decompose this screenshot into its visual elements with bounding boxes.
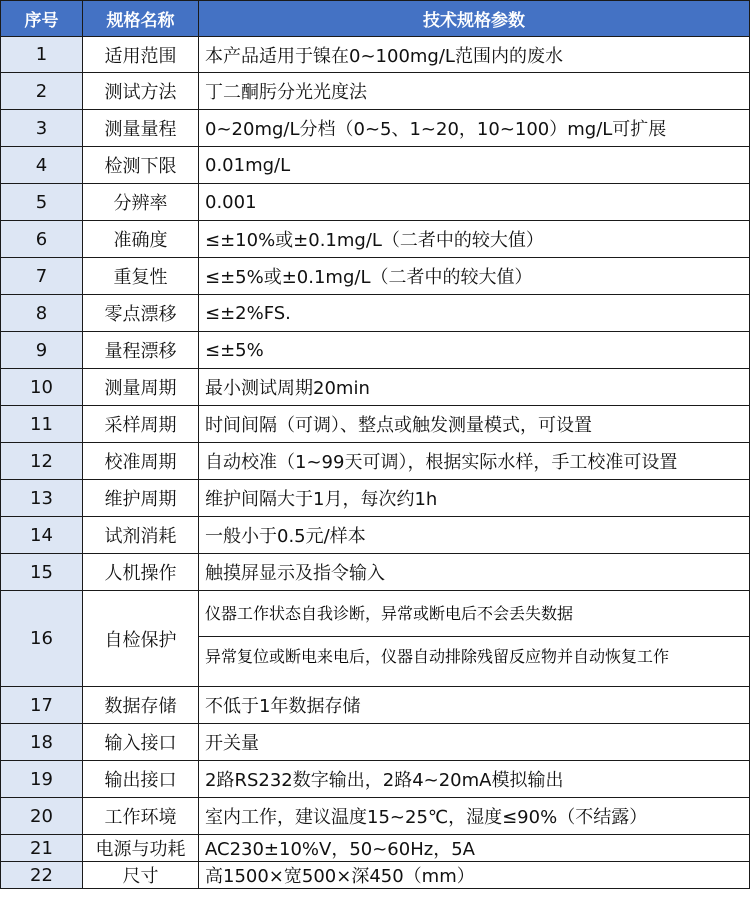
- row-number: 6: [1, 221, 83, 258]
- row-number: 21: [1, 835, 83, 862]
- spec-value: 2路RS232数字输出，2路4~20mA模拟输出: [199, 761, 750, 798]
- spec-value: ≤±10%或±0.1mg/L（二者中的较大值）: [199, 221, 750, 258]
- spec-value-line: 异常复位或断电来电后，仪器自动排除残留反应物并自动恢复工作: [199, 636, 749, 686]
- header-no: 序号: [1, 1, 83, 37]
- spec-name: 采样周期: [83, 406, 199, 443]
- table-row: [1, 761, 750, 798]
- spec-name: 测试方法: [83, 73, 199, 110]
- row-number: 8: [1, 295, 83, 332]
- row-number: 13: [1, 480, 83, 517]
- row-number: 14: [1, 517, 83, 554]
- spec-name: 试剂消耗: [83, 517, 199, 554]
- spec-value: 室内工作，建议温度15~25℃，湿度≤90%（不结露）: [199, 798, 750, 835]
- spec-value: 一般小于0.5元/样本: [199, 517, 750, 554]
- table-row: [1, 798, 750, 835]
- row-number: 3: [1, 110, 83, 147]
- row-number: 1: [1, 37, 83, 73]
- spec-value: 不低于1年数据存储: [199, 687, 750, 724]
- spec-name: 分辨率: [83, 184, 199, 221]
- table-row: [1, 295, 750, 332]
- row-number: 17: [1, 687, 83, 724]
- table-row: [1, 591, 750, 687]
- spec-value: 0~20mg/L分档（0~5、1~20，10~100）mg/L可扩展: [199, 110, 750, 147]
- table-row: [1, 110, 750, 147]
- row-number: 19: [1, 761, 83, 798]
- spec-name: 零点漂移: [83, 295, 199, 332]
- spec-value-line: 仪器工作状态自我诊断，异常或断电后不会丢失数据: [205, 604, 574, 623]
- table-row: [1, 184, 750, 221]
- row-number: 2: [1, 73, 83, 110]
- spec-name: 电源与功耗: [83, 835, 199, 862]
- spec-value: 时间间隔（可调）、整点或触发测量模式，可设置: [199, 406, 750, 443]
- row-number: 12: [1, 443, 83, 480]
- spec-name: 尺寸: [83, 862, 199, 889]
- header-spec: 技术规格参数: [199, 1, 750, 37]
- spec-value: 自动校准（1~99天可调），根据实际水样，手工校准可设置: [199, 443, 750, 480]
- spec-name: 维护周期: [83, 480, 199, 517]
- table-body: [1, 37, 750, 889]
- spec-value: ≤±2%FS.: [199, 295, 750, 332]
- header-name: 规格名称: [83, 1, 199, 37]
- spec-value: ≤±5%或±0.1mg/L（二者中的较大值）: [199, 258, 750, 295]
- spec-value: 维护间隔大于1月，每次约1h: [199, 480, 750, 517]
- spec-value: 丁二酮肟分光光度法: [199, 73, 750, 110]
- row-number: 10: [1, 369, 83, 406]
- spec-name: 人机操作: [83, 554, 199, 591]
- spec-value: 本产品适用于镍在0~100mg/L范围内的废水: [199, 37, 750, 73]
- row-number: 4: [1, 147, 83, 184]
- spec-name: 工作环境: [83, 798, 199, 835]
- row-number: 20: [1, 798, 83, 835]
- spec-value: 高1500×宽500×深450（mm）: [199, 862, 750, 889]
- table-row: [1, 332, 750, 369]
- spec-name: 自检保护: [83, 591, 199, 687]
- spec-name: 准确度: [83, 221, 199, 258]
- spec-name: 校准周期: [83, 443, 199, 480]
- spec-value: 0.01mg/L: [199, 147, 750, 184]
- spec-name: 重复性: [83, 258, 199, 295]
- table-row: [1, 554, 750, 591]
- row-number: 7: [1, 258, 83, 295]
- table-row: [1, 480, 750, 517]
- row-number: 5: [1, 184, 83, 221]
- table-row: [1, 37, 750, 73]
- table-row: [1, 147, 750, 184]
- table-row: [1, 517, 750, 554]
- row-number: 9: [1, 332, 83, 369]
- table-row: [1, 369, 750, 406]
- table-row: [1, 724, 750, 761]
- row-number: 16: [1, 591, 83, 687]
- table-row: [1, 862, 750, 889]
- spec-name: 测量周期: [83, 369, 199, 406]
- table-row: [1, 835, 750, 862]
- row-number: 15: [1, 554, 83, 591]
- spec-value: ≤±5%: [199, 332, 750, 369]
- spec-value-group: [199, 591, 750, 687]
- table-header-row: [1, 1, 750, 37]
- spec-value: 开关量: [199, 724, 750, 761]
- row-number: 18: [1, 724, 83, 761]
- spec-value: 0.001: [199, 184, 750, 221]
- spec-value: 最小测试周期20min: [199, 369, 750, 406]
- spec-name: 检测下限: [83, 147, 199, 184]
- row-number: 11: [1, 406, 83, 443]
- table-row: [1, 687, 750, 724]
- table-row: [1, 73, 750, 110]
- table-row: [1, 443, 750, 480]
- spec-name: 输出接口: [83, 761, 199, 798]
- spec-name: 测量量程: [83, 110, 199, 147]
- table-row: [1, 258, 750, 295]
- row-number: 22: [1, 862, 83, 889]
- spec-value: AC230±10%V，50~60Hz，5A: [199, 835, 750, 862]
- spec-name: 适用范围: [83, 37, 199, 73]
- spec-name: 数据存储: [83, 687, 199, 724]
- spec-name: 输入接口: [83, 724, 199, 761]
- spec-name: 量程漂移: [83, 332, 199, 369]
- spec-value: 触摸屏显示及指令输入: [199, 554, 750, 591]
- table-row: [1, 221, 750, 258]
- table-row: [1, 406, 750, 443]
